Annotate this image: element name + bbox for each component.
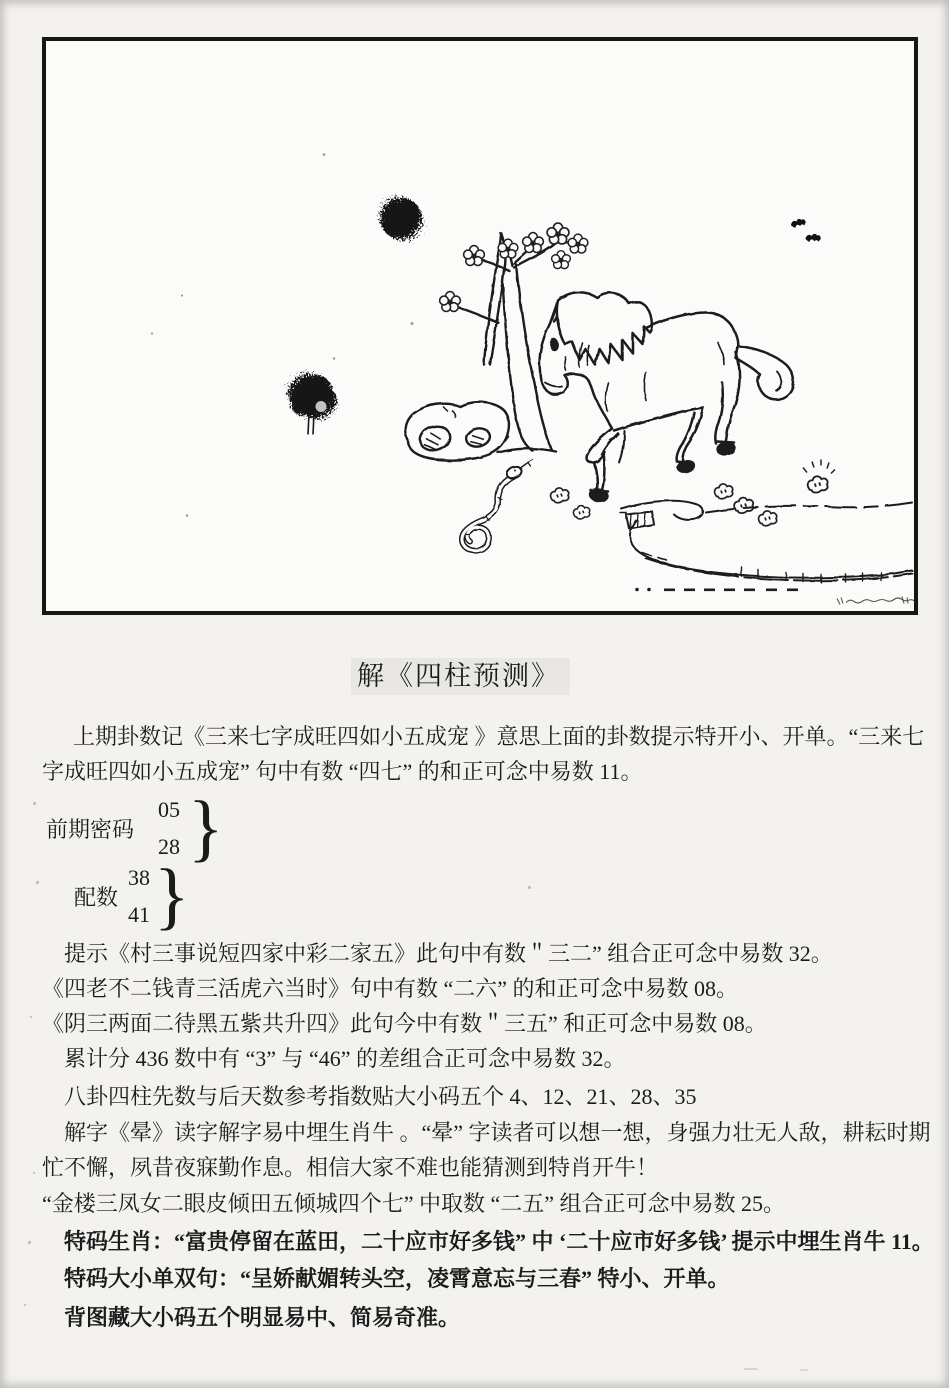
brace-glyph: } [188,786,224,870]
scan-speck [528,886,531,889]
code-value: 38 [128,865,151,890]
dash-line [635,588,798,592]
horse [540,292,794,502]
horse-scene-drawing [46,41,914,611]
dark-tree [288,374,337,435]
sun [380,198,422,240]
line-yin-three: 《阴三两面二待黑五紫共升四》此句今中有数＂三五” 和正可念中易数 08。 [42,1011,767,1036]
para-intro: 上期卦数记《三来七字成旺四如小五成宠 》意思上面的卦数提示特开小、开单。“三来七字成旺四如小五成宠” 句中有数 “四七” 的和正可念中易数 11。 [42,724,925,784]
scan-speck [33,1172,35,1174]
code-group-previous-password [46,786,224,870]
line-hint: 提示《村三事说短四家中彩二家五》此句中有数＂三二” 组合正可念中易数 32。 [64,941,833,966]
rock-with-holes [406,402,509,460]
scan-speck [30,1016,32,1018]
brace-glyph: } [154,854,190,938]
sparkle-flower [803,460,835,493]
line-beitu: 背图藏大小码五个明显易中、简易奇准。 [64,1305,461,1330]
pebble-clusters [551,484,777,526]
line-daxiao: 特码大小单双句：“呈娇献媚转头空，凌霄意忘与三春” 特小、开单。 [64,1266,730,1291]
line-shengxiao: 特码生肖：“富贵停留在蓝田，二十应市好多钱” 中 ‘二十应市好多钱’ 提示中埋生肖牛 11。 [64,1229,934,1254]
artist-signature-scribble [837,597,914,605]
line-total: 累计分 436 数中有 “3” 与 “46” 的差组合正可念中易数 32。 [64,1046,626,1071]
page-title: 解《四柱预测》 [0,654,935,693]
code-value: 28 [158,834,181,859]
scan-speck [28,1241,31,1244]
code-value: 41 [128,902,151,927]
line-four-old: 《四老不二钱青三活虎六当时》句中有数 “二六” 的和正可念中易数 08。 [42,976,739,1001]
scan-speck [744,1368,758,1370]
code-value: 05 [158,797,181,822]
scan-speck [36,881,39,884]
para-jiezi: 解字《晕》读字解字易中埋生肖牛 。“晕” 字读者可以想一想，身强力壮无人敌，耕耘时期忙不懈，夙昔夜寐勤作息。相信大家不难也能猜测到特肖开牛！ [42,1120,931,1180]
illustration-frame [42,37,918,615]
code-group-label: 前期密码 [46,816,135,842]
line-jinlou: “金楼三凤女二眼皮倾田五倾城四个七” 中取数 “二五” 组合正可念中易数 25。 [42,1191,786,1216]
snake [462,460,533,551]
scan-speck [33,802,36,805]
scan-specks [151,153,414,517]
line-bagua: 八卦四柱先数与后天数参考指数贴大小码五个 4、12、21、28、35 [64,1084,697,1109]
scan-speck [800,1369,808,1371]
bird-pair [790,218,821,243]
code-group-paired-numbers [74,854,190,938]
scan-speck [24,1304,26,1306]
code-group-label: 配数 [74,884,119,910]
